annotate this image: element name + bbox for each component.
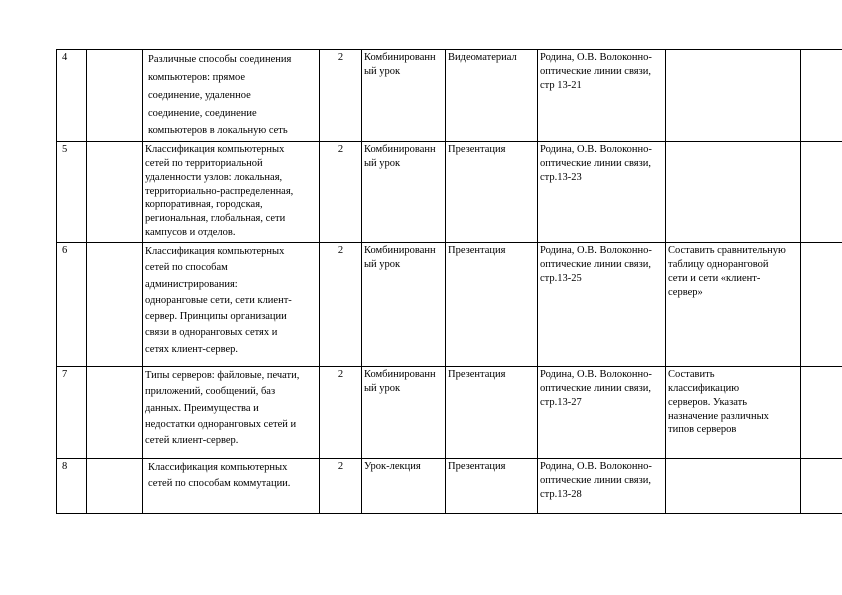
empty-cell xyxy=(87,367,143,459)
lesson-hours: 2 xyxy=(320,243,362,367)
table-row xyxy=(57,367,842,459)
lesson-number: 8 xyxy=(57,459,87,514)
lesson-plan-table xyxy=(56,49,842,514)
lesson-type: Комбинированн ый урок xyxy=(362,243,446,367)
lesson-task: Составить сравнительную таблицу одноранговой сети и сети «клиент- сервер» xyxy=(666,243,801,367)
lesson-literature: Родина, О.В. Волоконно- оптические линии связи, стр 13-21 xyxy=(538,50,666,142)
table-row xyxy=(57,142,842,243)
table-row xyxy=(57,459,842,514)
lesson-topic: Классификация компьютерных сетей по способам администрирования: одноранговые сети, сети клиент- сервер. Принципы организации связи в одноранговых сетях и сетях клиент-сервер. xyxy=(143,243,320,367)
lesson-type: Комбинированн ый урок xyxy=(362,142,446,243)
empty-cell xyxy=(87,142,143,243)
lesson-material: Презентация xyxy=(446,459,538,514)
lesson-type: Урок-лекция xyxy=(362,459,446,514)
lesson-type: Комбинированн ый урок xyxy=(362,367,446,459)
lesson-task xyxy=(666,50,801,142)
empty-cell xyxy=(801,459,842,514)
lesson-literature: Родина, О.В. Волоконно- оптические линии связи, стр.13-27 xyxy=(538,367,666,459)
lesson-hours: 2 xyxy=(320,367,362,459)
lesson-literature: Родина, О.В. Волоконно- оптические линии связи, стр.13-28 xyxy=(538,459,666,514)
empty-cell xyxy=(87,243,143,367)
empty-cell xyxy=(87,50,143,142)
lesson-material: Презентация xyxy=(446,367,538,459)
lesson-task xyxy=(666,459,801,514)
empty-cell xyxy=(801,50,842,142)
table-row xyxy=(57,243,842,367)
empty-cell xyxy=(87,459,143,514)
lesson-material: Презентация xyxy=(446,243,538,367)
lesson-number: 4 xyxy=(57,50,87,142)
empty-cell xyxy=(801,367,842,459)
empty-cell xyxy=(801,142,842,243)
lesson-topic: Классификация компьютерных сетей по территориальной удаленности узлов: локальная, территориально-распределенная, корпоративная, городская, региональная, глобальная, сети кампусов и отделов. xyxy=(143,142,320,243)
lesson-number: 5 xyxy=(57,142,87,243)
lesson-type: Комбинированн ый урок xyxy=(362,50,446,142)
lesson-literature: Родина, О.В. Волоконно- оптические линии связи, стр.13-25 xyxy=(538,243,666,367)
lesson-topic: Типы серверов: файловые, печати, приложений, сообщений, баз данных. Преимущества и недостатки одноранговых сетей и сетей клиент-сервер. xyxy=(143,367,320,459)
lesson-material: Видеоматериал xyxy=(446,50,538,142)
lesson-material: Презентация xyxy=(446,142,538,243)
lesson-number: 7 xyxy=(57,367,87,459)
lesson-number: 6 xyxy=(57,243,87,367)
lesson-topic: Классификация компьютерных сетей по способам коммутации. xyxy=(143,459,320,514)
lesson-topic: Различные способы соединения компьютеров: прямое соединение, удаленное соединение, соединение компьютеров в локальную сеть xyxy=(143,50,320,142)
lesson-hours: 2 xyxy=(320,50,362,142)
lesson-hours: 2 xyxy=(320,459,362,514)
lesson-literature: Родина, О.В. Волоконно- оптические линии связи, стр.13-23 xyxy=(538,142,666,243)
lesson-task: Составить классификацию серверов. Указать назначение различных типов серверов xyxy=(666,367,801,459)
table-row xyxy=(57,50,842,142)
lesson-hours: 2 xyxy=(320,142,362,243)
lesson-task xyxy=(666,142,801,243)
empty-cell xyxy=(801,243,842,367)
